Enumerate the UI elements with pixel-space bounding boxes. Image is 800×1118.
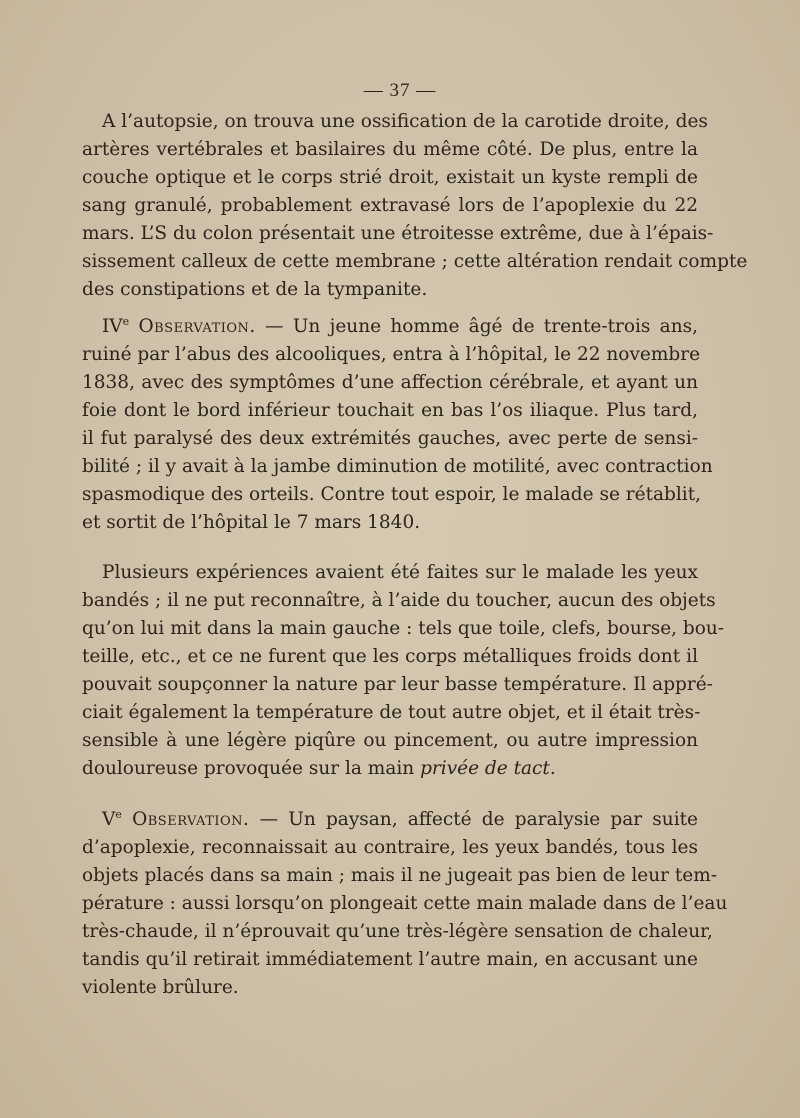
paragraph-autopsy	[82, 108, 748, 304]
paragraph-observation-iv	[82, 313, 713, 537]
text-line: mars. L’S du colon présentait une étroitesse extrême, due à l’épais-	[82, 223, 714, 244]
observation-label: Observation.	[138, 316, 256, 337]
text-line: et sortit de l’hôpital le 7 mars 1840.	[82, 512, 421, 533]
text-fragment: — Un jeune homme âgé de trente-trois ans,	[255, 316, 698, 337]
text-line: 1838, avec des symptômes d’une affection cérébrale, et ayant un	[82, 372, 698, 393]
ordinal-suffix: e	[122, 315, 130, 328]
ordinal-suffix: e	[115, 808, 122, 821]
paragraph-experiments	[82, 559, 725, 783]
observation-label: Observation.	[132, 809, 250, 830]
text-line: couche optique et le corps strié droit, existait un kyste rempli de	[82, 167, 698, 188]
text-line: pérature : aussi lorsqu’on plongeait cette main malade dans de l’eau	[82, 893, 728, 914]
text-line: des constipations et de la tympanite.	[82, 279, 428, 300]
text-line	[82, 755, 698, 783]
text-line: sissement calleux de cette membrane ; cette altération rendait compte	[82, 251, 748, 272]
observation-heading-line	[82, 313, 698, 341]
text-line: teille, etc., et ce ne furent que les corps métalliques froids dont il	[82, 646, 698, 667]
text-line: d’apoplexie, reconnaissait au contraire, les yeux bandés, tous les	[82, 837, 698, 858]
text-line: ciait également la température de tout autre objet, et il était très-	[82, 702, 701, 723]
text-fragment: — Un paysan, affecté de paralysie par suite	[249, 809, 698, 830]
text-line: il fut paralysé des deux extrémités gauches, avec perte de sensi-	[82, 428, 698, 449]
text-line: sang granulé, probablement extravasé lors de l’apoplexie du 22	[82, 195, 698, 216]
observation-number: V	[102, 809, 116, 830]
text-line: objets placés dans sa main ; mais il ne jugeait pas bien de leur tem-	[82, 865, 718, 886]
text-line: très-chaude, il n’éprouvait qu’une très-légère sensation de chaleur,	[82, 921, 713, 942]
text-line: A l’autopsie, on trouva une ossification de la carotide droite, des	[102, 111, 708, 132]
text-line: bandés ; il ne put reconnaître, à l’aide du toucher, aucun des objets	[82, 590, 716, 611]
text-line: qu’on lui mit dans la main gauche : tels que toile, clefs, bourse, bou-	[82, 618, 725, 639]
text-line: artères vertébrales et basilaires du même côté. De plus, entre la	[82, 139, 698, 160]
text-line: sensible à une légère piqûre ou pincement, ou autre impression	[82, 730, 698, 751]
page-number: — 37 —	[363, 80, 437, 101]
paragraph-observation-v	[82, 806, 728, 1002]
observation-number: IV	[102, 316, 123, 337]
text-line: spasmodique des orteils. Contre tout espoir, le malade se rétablit,	[82, 484, 702, 505]
text-line: tandis qu’il retirait immédiatement l’autre main, en accusant une	[82, 949, 698, 970]
text-fragment: douloureuse provoquée sur la main	[82, 758, 421, 779]
observation-heading-line	[82, 806, 698, 834]
italic-emphasis: privée de tact.	[420, 758, 556, 779]
text-line: pouvait soupçonner la nature par leur basse température. Il appré-	[82, 674, 713, 695]
text-line: ruiné par l’abus des alcooliques, entra à l’hôpital, le 22 novembre	[82, 344, 701, 365]
text-line: Plusieurs expériences avaient été faites sur le malade les yeux	[102, 562, 698, 583]
text-line: foie dont le bord inférieur touchait en bas l’os iliaque. Plus tard,	[82, 400, 698, 421]
text-line: violente brûlure.	[82, 977, 239, 998]
text-line: bilité ; il y avait à la jambe diminution de motilité, avec contraction	[82, 456, 713, 477]
